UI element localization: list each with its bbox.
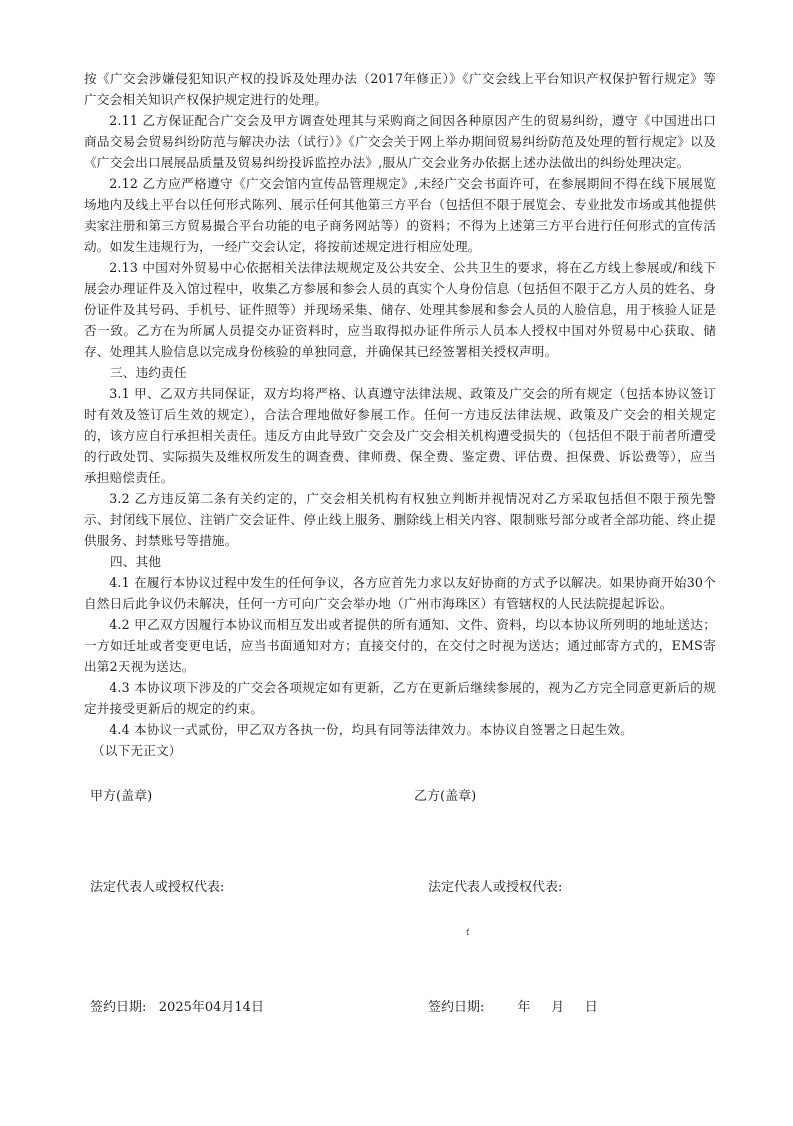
party-b-representative-label: 法定代表人或授权代表:: [428, 880, 563, 895]
no-further-text-note: （以下无正文）: [92, 743, 182, 758]
clause-4-3: 4.3 本协议项下涉及的广交会各项规定如有更新，乙方在更新后继续参展的，视为乙方完全同意更新后的规定并接受更新后的规定的约束。: [84, 680, 716, 716]
clause-3-2: 3.2 乙方违反第二条有关约定的，广交会相关机构有权独立判断并视情况对乙方采取包括但不限于预先警示、封闭线下展位、注销广交会证件、停止线上服务、删除线上相关内容、限制账号部分或者全部功能、终止提供服务、封禁账号等措施。: [84, 491, 716, 548]
clause-4-1: 4.1 在履行本协议过程中发生的任何争议，各方应首先力求以友好协商的方式予以解决。如果协商开始30个自然日后此争议仍未解决，任何一方可向广交会举办地（广州市海珠区）有管辖权的人民法院提起诉讼。: [84, 575, 716, 611]
stray-mark: ť: [466, 928, 470, 937]
clause-4-4: 4.4 本协议一式贰份，甲乙双方各执一份，均具有同等法律效力。本协议自签署之日起生效。: [109, 722, 633, 737]
party-a-signing-date: 签约日期: 2025年04月14日: [90, 1000, 264, 1015]
party-a-seal-label: 甲方(盖章): [90, 789, 153, 804]
section-heading-other: 四、其他: [110, 554, 162, 569]
section-heading-breach: 三、违约责任: [110, 365, 187, 380]
clause-2-12: 2.12 乙方应严格遵守《广交会馆内宣传品管理规定》,未经广交会书面许可，在参展期间不得在线下展展览场地内及线上平台以任何形式陈列、展示任何其他第三方平台（包括但不限于展览会、专业批发市场或其他提供卖家注册和第三方贸易撮合平台功能的电子商务网站等）的资料；不得为上述第三方平台进行任何形式的宣传活动。如发生违规行为，一经广交会认定，将按前述规定进行相应处理。: [84, 176, 716, 254]
party-b-seal-label: 乙方(盖章): [414, 789, 477, 804]
party-b-signing-date: 签约日期: 年 月 日: [428, 1000, 598, 1015]
contract-body: [84, 68, 716, 761]
clause-4-2: 4.2 甲乙双方因履行本协议而相互发出或者提供的所有通知、文件、资料，均以本协议所列明的地址送达；一方如迁址或者变更电话，应当书面通知对方；直接交付的，在交付之时视为送达；通过邮寄方式的，EMS寄出第2天视为送达。: [84, 617, 716, 674]
party-a-representative-label: 法定代表人或授权代表:: [90, 880, 225, 895]
clause-2-11: 2.11 乙方保证配合广交会及甲方调查处理其与采购商之间因各种原因产生的贸易纠纷，遵守《中国进出口商品交易会贸易纠纷防范与解决办法（试行）》《广交会关于网上举办期间贸易纠纷防范及处理的暂行规定》以及《广交会出口展展品质量及贸易纠纷投诉监控办法》,服从广交会业务办依据上述办法做出的纠纷处理决定。: [84, 113, 716, 170]
paragraph-continuation: 按《广交会涉嫌侵犯知识产权的投诉及处理办法（2017年修正）》《广交会线上平台知识产权保护暂行规定》等广交会相关知识产权保护规定进行的处理。: [84, 71, 716, 107]
clause-2-13: 2.13 中国对外贸易中心依据相关法律法规规定及公共安全、公共卫生的要求，将在乙方线上参展或/和线下展会办理证件及入馆过程中，收集乙方参展和参会人员的真实个人身份信息（包括但不限于乙方人员的姓名、身份证件及其号码、手机号、证件照等）并现场采集、储存、处理其参展和参会人员的人脸信息，用于核验人证是否一致。乙方在为所属人员提交办证资料时，应当取得拟办证件所示人员本人授权中国对外贸易中心获取、储存、处理其人脸信息以完成身份核验的单独同意，并确保其已经签署相关授权声明。: [84, 260, 716, 359]
clause-3-1: 3.1 甲、乙双方共同保证，双方均将严格、认真遵守法律法规、政策及广交会的所有规定（包括本协议签订时有效及签订后生效的规定），合法合理地做好参展工作。任何一方违反法律法规、政策及广交会的相关规定的，该方应自行承担相关责任。违反方由此导致广交会及广交会相关机构遭受损失的（包括但不限于前者所遭受的行政处罚、实际损失及维权所发生的调查费、律师费、保全费、鉴定费、评估费、担保费、诉讼费等），应当承担赔偿责任。: [84, 386, 716, 485]
